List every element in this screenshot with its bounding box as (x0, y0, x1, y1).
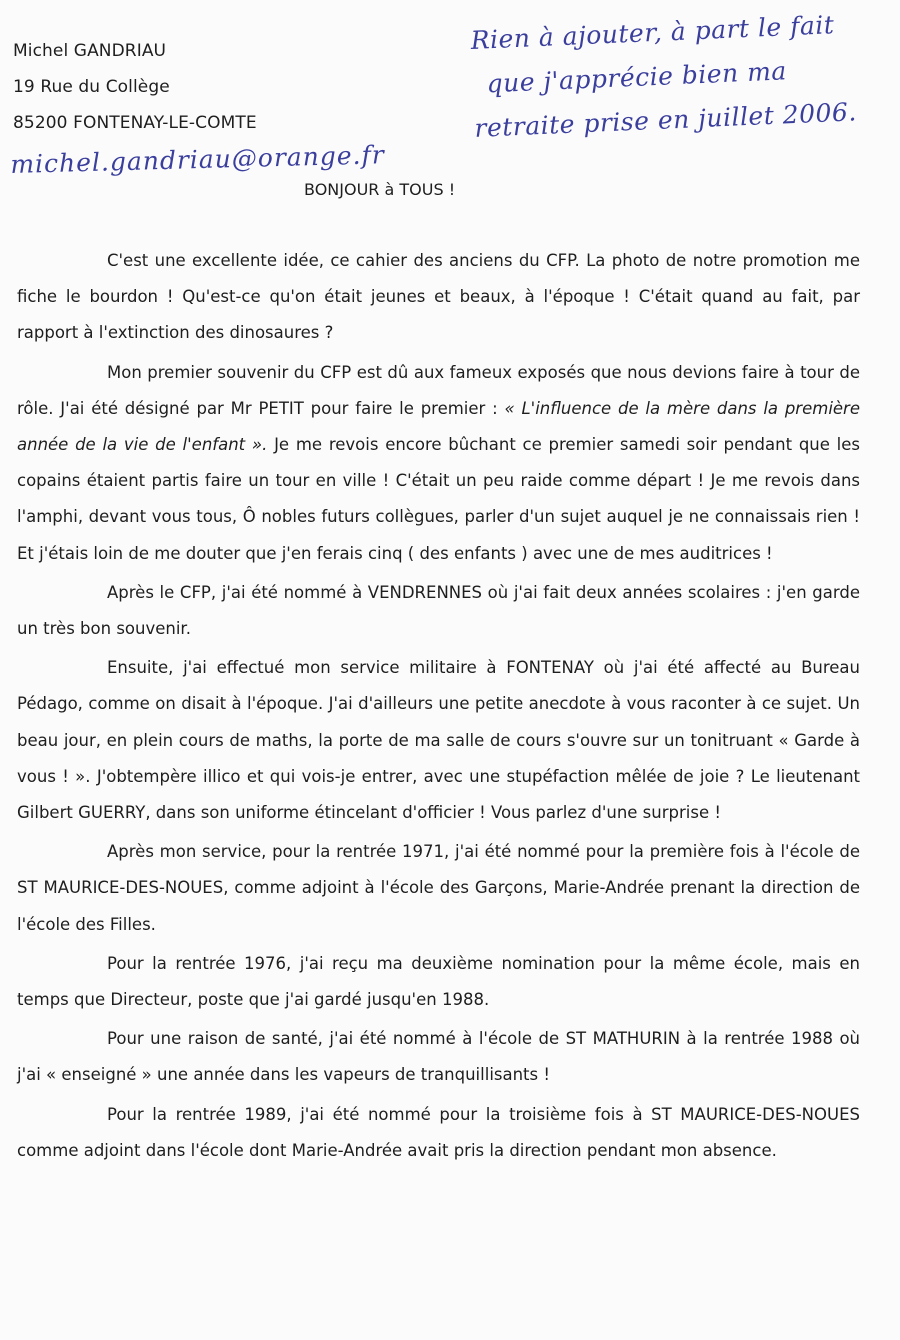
sender-city: 85200 FONTENAY-LE-COMTE (13, 113, 257, 133)
expose-title-quote: « L'influence de la mère dans la première année de la vie de l'enfant ». (17, 398, 860, 455)
paragraph-2-intro: Mon premier souvenir du CFP est dû aux fameux exposés que nous devions faire à tour de rôle. J'ai été désigné par Mr PETIT pour faire le premier : (17, 362, 860, 418)
handwritten-note (470, 6, 895, 156)
paragraph-6: Pour la rentrée 1976, j'ai reçu ma deuxième nomination pour la même école, mais en temps que Directeur, poste que j'ai gardé jusqu'en 1988. (17, 953, 860, 1010)
paragraph-7: Pour une raison de santé, j'ai été nommé à l'école de ST MATHURIN à la rentrée 1988 où j'ai « enseigné » une année dans les vapeurs de tranquillisants ! (17, 1029, 860, 1085)
paragraph-2 (17, 355, 860, 572)
sender-name: Michel GANDRIAU (13, 41, 167, 61)
handwritten-email: michel.gandriau@orange.fr (10, 140, 386, 179)
sender-street: 19 Rue du Collège (13, 77, 170, 97)
letter-body (17, 243, 860, 1172)
paragraph-1: C'est une excellente idée, ce cahier des anciens du CFP. La photo de notre promotion me fiche le bourdon ! Qu'est-ce qu'on était jeunes et beaux, à l'époque ! C'était quand au fait, par rapport à l'extinction des dinosaures ? (17, 251, 860, 343)
paragraph-2-rest: Je me revois encore bûchant ce premier samedi soir pendant que les copains étaient partis faire un tour en ville ! C'était un peu raide comme départ ! Je me revois dans l'amphi, devant vous tous, Ô nobles futurs collègues, parler d'un sujet auquel je ne connaissais rien ! Et j'étais loin de me douter que j'en ferais cinq ( des enfants ) avec une de mes auditrices ! (17, 435, 860, 563)
handwritten-note-line-3: retraite prise en juillet 2006. (473, 97, 858, 143)
handwritten-note-line-1: Rien à ajouter, à part le fait (470, 10, 835, 55)
paragraph-4: Ensuite, j'ai effectué mon service militaire à FONTENAY où j'ai été affecté au Bureau Pédago, comme on disait à l'époque. J'ai d'ailleurs une petite anecdote à vous raconter à ce sujet. Un beau jour, en plein cours de maths, la porte de ma salle de cours s'ouvre sur un tonitruant « Garde à vous ! ». J'obtempère illico et qui vois-je entrer, avec une stupéfaction mêlée de joie ? Le lieutenant Gilbert GUERRY, dans son uniforme étincelant d'officier ! Vous parlez d'une surprise ! (17, 658, 860, 823)
greeting: BONJOUR à TOUS ! (304, 180, 456, 199)
paragraph-5: Après mon service, pour la rentrée 1971, j'ai été nommé pour la première fois à l'école de ST MAURICE-DES-NOUES, comme adjoint à l'école des Garçons, Marie-Andrée prenant la direction de l'école des Filles. (17, 842, 860, 934)
paragraph-3: Après le CFP, j'ai été nommé à VENDRENNES où j'ai fait deux années scolaires : j'en garde un très bon souvenir. (17, 582, 860, 639)
handwritten-note-line-2: que j'apprécie bien ma (485, 56, 788, 99)
sender-address-block (13, 40, 257, 148)
paragraph-8: Pour la rentrée 1989, j'ai été nommé pour la troisième fois à ST MAURICE-DES-NOUES comme adjoint dans l'école dont Marie-Andrée avait pris la direction pendant mon absence. (17, 1104, 860, 1160)
